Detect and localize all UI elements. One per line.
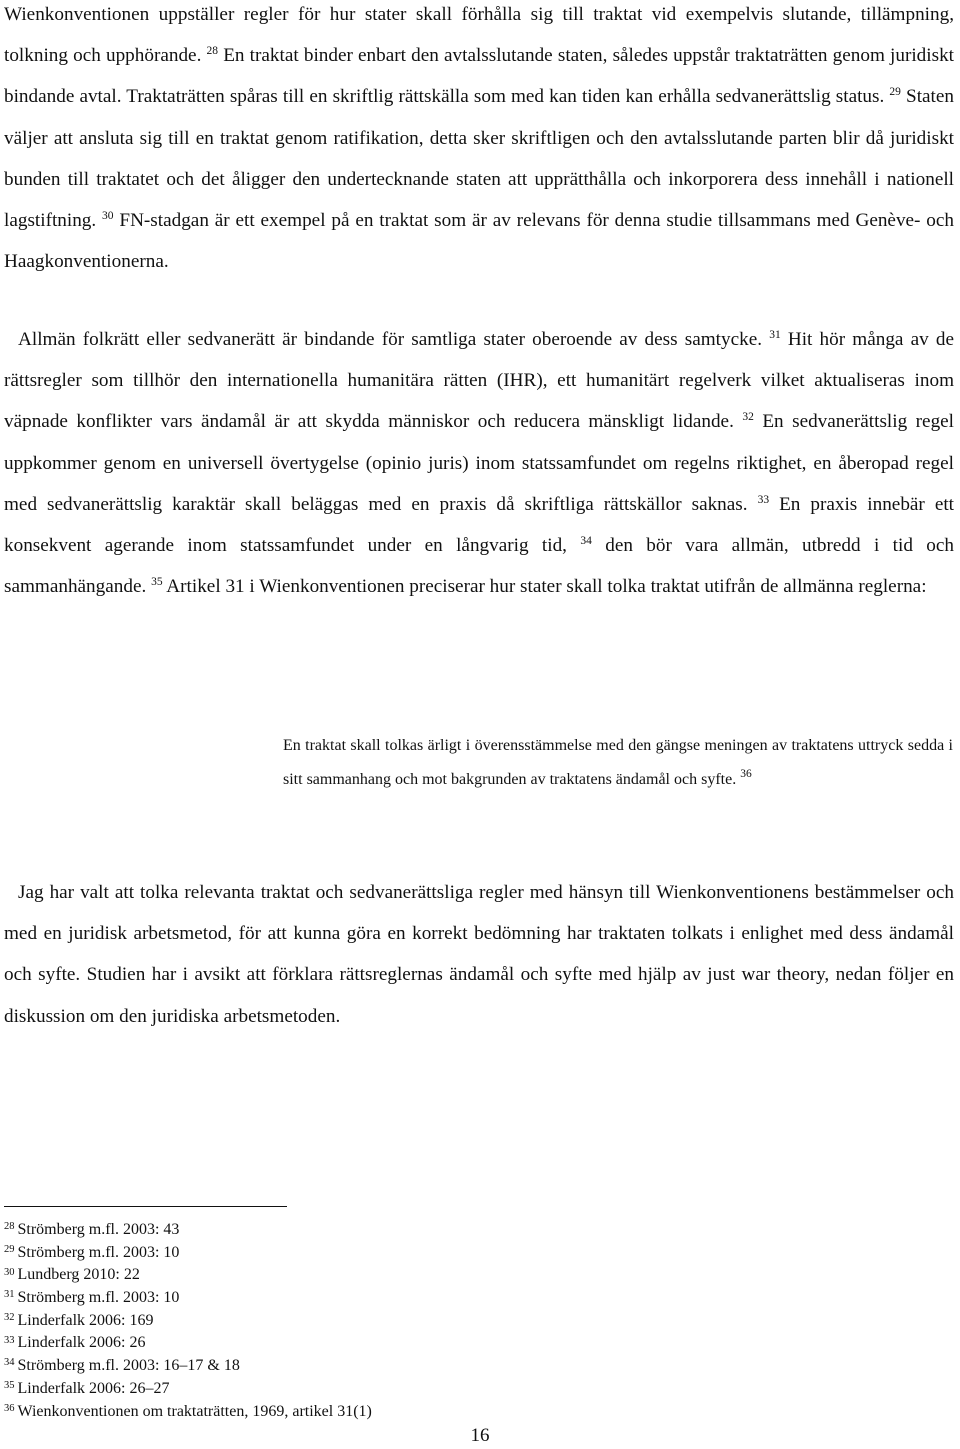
footnote-marker: 30 [102, 209, 114, 222]
footnote-number: 31 [4, 1289, 15, 1301]
footnote-text: Lundberg 2010: 22 [17, 1266, 140, 1284]
text-run: FN-stadgan är ett exempel på en traktat som är av relevans för denna studie tillsammans med Genève- och Haagkonventionerna. [4, 210, 954, 273]
footnote-number: 35 [4, 1380, 15, 1392]
footnote-number: 33 [4, 1334, 15, 1346]
footnote-31 [4, 1287, 604, 1310]
text-run: En praxis innebär ett konsekvent agerande inom statssamfundet under en långvarig tid, [4, 493, 955, 557]
footnote-text: Wienkonventionen om traktaträtten, 1969, artikel 31(1) [17, 1402, 372, 1420]
footnote-28 [4, 1219, 604, 1242]
footnote-marker: 33 [757, 493, 770, 506]
text-run: Wienkonventionen uppställer regler för hur stater skall förhålla sig till traktat vid exempelvis slutande, tillämpning, tolkning och upphörande. [4, 4, 954, 67]
footnote-list [4, 1219, 604, 1423]
text-run: Artikel 31 i Wienkonventionen preciserar hur stater skall tolka traktat utifrån de allmänna reglerna: [162, 576, 927, 598]
text-run: En sedvanerättslig regel uppkommer genom en universell övertygelse (opinio juris) inom statssamfundet om regelns riktighet, en åberopad regel med sedvanerättslig karaktär skall beläggas med en praxis då skriftliga rättskällor saknas. [4, 411, 955, 515]
text-run: den bör vara allmän, utbredd i tid och sammanhängande. [4, 535, 954, 598]
block-quote [283, 729, 953, 797]
footnote-34 [4, 1355, 604, 1378]
footnote-text: Linderfalk 2006: 169 [17, 1311, 154, 1329]
footnote-text: Strömberg m.fl. 2003: 10 [17, 1289, 180, 1307]
footnote-29 [4, 1242, 604, 1265]
footnote-marker: 29 [889, 86, 901, 99]
footnote-30 [4, 1264, 604, 1287]
footnote-marker: 28 [206, 45, 219, 58]
body-paragraph-3 [4, 872, 954, 1037]
footnote-marker: 32 [742, 411, 754, 424]
text-run: Staten väljer att ansluta sig till en traktat genom ratifikation, detta sker skriftligen och den avtalsslutande parten blir då juridiskt bunden till traktatet och det åligger den undertecknande staten att upprätthålla och inkorporera dess innehåll i nationell lagstiftning. [4, 86, 954, 232]
footnote-number: 30 [4, 1266, 15, 1278]
footnote-number: 36 [4, 1402, 15, 1414]
footnote-text: Linderfalk 2006: 26–27 [17, 1379, 170, 1397]
footnote-text: Linderfalk 2006: 26 [17, 1334, 146, 1352]
footnote-marker: 31 [769, 328, 781, 341]
footnote-32 [4, 1310, 604, 1333]
body-paragraph-1 [4, 0, 954, 282]
body-paragraph-2 [4, 319, 954, 607]
footnote-36 [4, 1401, 604, 1424]
footnote-text: Strömberg m.fl. 2003: 43 [17, 1221, 180, 1238]
footnote-marker: 34 [580, 534, 592, 547]
text-run: En traktat binder enbart den avtalsslutande staten, således uppstår traktaträtten genom juridiskt bindande avtal. Traktaträtten spåras till en skriftlig rättskälla som med kan tiden kan erhålla sedvanerättslig status. [4, 45, 954, 108]
footnote-number: 28 [4, 1221, 15, 1233]
text-run: Jag har valt att tolka relevanta traktat och sedvanerättsliga regler med hänsyn till Wienkonventionens bestämmelser och med en juridisk arbetsmetod, för att kunna göra en korrekt bedömning har traktaten tolkats i enlighet med dess ändamål och syfte. Studien har i avsikt att förklara rättsreglernas ändamål och syfte med hjälp av just war theory, nedan följer en diskussion om den juridiska arbetsmetoden. [4, 882, 954, 1027]
footnote-separator [4, 1206, 287, 1207]
footnote-33 [4, 1332, 604, 1355]
page-number: 16 [470, 1425, 490, 1446]
text-run: Hit hör många av de rättsregler som tillhör den internationella humanitära rätten (IHR), ett humanitärt regelverk vilket aktualiseras inom väpnade konflikter vars ändamål är att skydda människor och reducera mänskligt lidande. [4, 329, 954, 433]
footnote-35 [4, 1378, 604, 1401]
footnote-marker: 36 [740, 768, 752, 781]
text-run: Allmän folkrätt eller sedvanerätt är bindande för samtliga stater oberoende av dess samtycke. [18, 329, 770, 350]
text-run: En traktat skall tolkas ärligt i överensstämmelse med den gängse meningen av traktatens uttryck sedda i sitt sammanhang och mot bakgrunden av traktatens ändamål och syfte. [283, 737, 953, 789]
footnote-number: 29 [4, 1243, 15, 1255]
footnote-text: Strömberg m.fl. 2003: 16–17 & 18 [17, 1357, 240, 1375]
footnote-number: 34 [4, 1357, 15, 1369]
footnote-number: 32 [4, 1312, 15, 1324]
footnote-marker: 35 [151, 576, 163, 589]
footnote-text: Strömberg m.fl. 2003: 10 [17, 1243, 180, 1261]
